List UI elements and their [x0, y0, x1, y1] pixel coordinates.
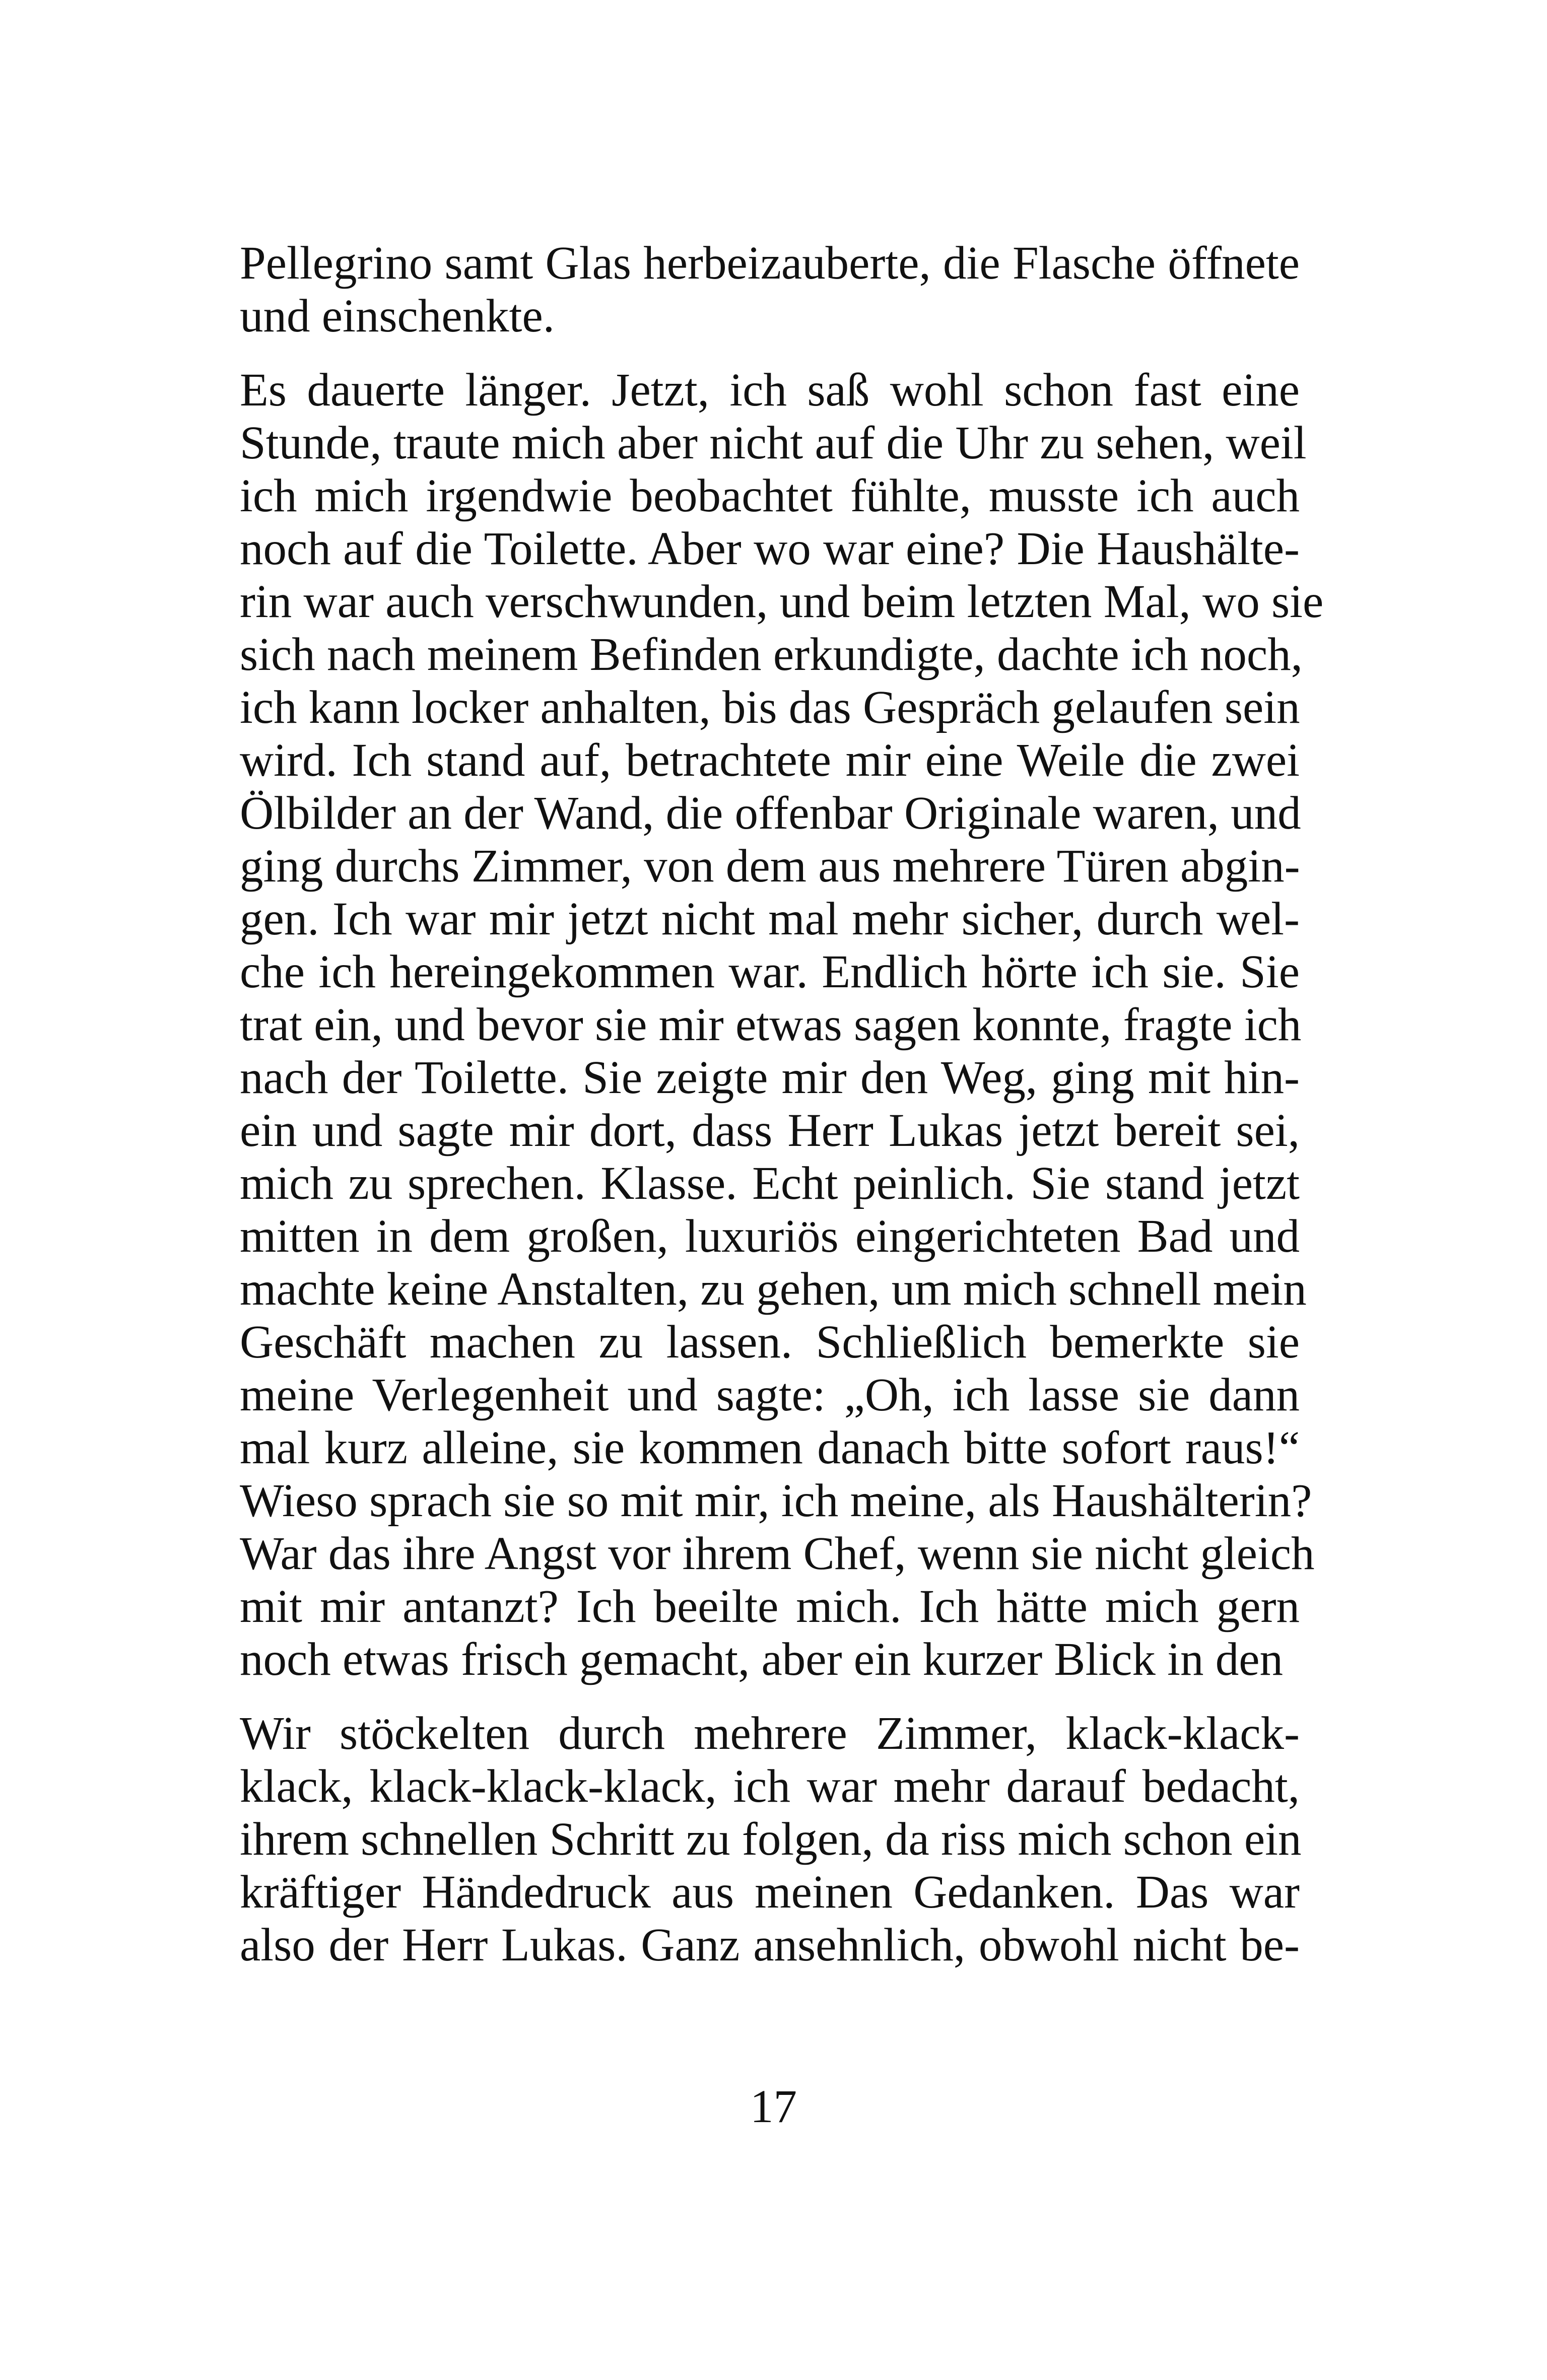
- text-line: ein und sagte mir dort, dass Herr Lukas jetzt bereit sei,: [240, 1105, 1300, 1157]
- text-line: ging durchs Zimmer, von dem aus mehrere Türen abgin-: [240, 840, 1300, 892]
- text-line: Stunde, traute mich aber nicht auf die Uhr zu sehen, weil: [240, 417, 1307, 469]
- paragraph-2: [240, 364, 1324, 1686]
- paragraph-3: [240, 1707, 1300, 1971]
- body-text: [240, 237, 1324, 1971]
- text-line: Ölbilder an der Wand, die offenbar Originale waren, und: [240, 787, 1301, 839]
- text-line: mit mir antanzt? Ich beeilte mich. Ich hätte mich gern: [240, 1581, 1300, 1633]
- text-line: machte keine Anstalten, zu gehen, um mich schnell mein: [240, 1263, 1307, 1315]
- text-line: klack, klack-klack-klack, ich war mehr darauf bedacht,: [240, 1760, 1300, 1812]
- text-line: mal kurz alleine, sie kommen danach bitte sofort raus!“: [240, 1422, 1300, 1474]
- text-line: Es dauerte länger. Jetzt, ich saß wohl schon fast eine: [240, 364, 1300, 416]
- text-line: noch auf die Toilette. Aber wo war eine? Die Haushälte-: [240, 523, 1300, 575]
- text-line: trat ein, und bevor sie mir etwas sagen konnte, fragte ich: [240, 999, 1302, 1051]
- text-line: War das ihre Angst vor ihrem Chef, wenn sie nicht gleich: [240, 1528, 1315, 1580]
- text-line: gen. Ich war mir jetzt nicht mal mehr sicher, durch wel-: [240, 893, 1300, 945]
- text-line: sich nach meinem Befinden erkundigte, dachte ich noch,: [240, 629, 1303, 681]
- page-number: 17: [750, 2081, 797, 2133]
- text-line: Pellegrino samt Glas herbeizauberte, die Flasche öffnete: [240, 237, 1300, 289]
- text-line: ich kann locker anhalten, bis das Gespräch gelaufen sein: [240, 682, 1300, 733]
- text-line: Geschäft machen zu lassen. Schließlich bemerkte sie: [240, 1316, 1300, 1368]
- text-line: mitten in dem großen, luxuriös eingerichteten Bad und: [240, 1210, 1300, 1262]
- text-line: also der Herr Lukas. Ganz ansehnlich, obwohl nicht be-: [240, 1919, 1300, 1971]
- text-line: meine Verlegenheit und sagte: „Oh, ich lasse sie dann: [240, 1369, 1300, 1421]
- text-line: kräftiger Händedruck aus meinen Gedanken. Das war: [240, 1866, 1300, 1918]
- text-line: ich mich irgendwie beobachtet fühlte, musste ich auch: [240, 470, 1300, 522]
- text-line: noch etwas frisch gemacht, aber ein kurzer Blick in den: [240, 1634, 1284, 1685]
- text-line: rin war auch verschwunden, und beim letzten Mal, wo sie: [240, 576, 1324, 628]
- text-line: und einschenkte.: [240, 290, 555, 342]
- text-line: nach der Toilette. Sie zeigte mir den Weg, ging mit hin-: [240, 1052, 1300, 1104]
- text-line: wird. Ich stand auf, betrachtete mir eine Weile die zwei: [240, 734, 1300, 786]
- text-line: che ich hereingekommen war. Endlich hörte ich sie. Sie: [240, 946, 1300, 998]
- text-line: ihrem schnellen Schritt zu folgen, da riss mich schon ein: [240, 1813, 1302, 1865]
- text-line: Wir stöckelten durch mehrere Zimmer, klack-klack-: [240, 1708, 1300, 1759]
- paragraph-1: [240, 237, 1300, 343]
- text-line: Wieso sprach sie so mit mir, ich meine, als Haushälterin?: [240, 1475, 1312, 1527]
- text-line: mich zu sprechen. Klasse. Echt peinlich. Sie stand jetzt: [240, 1158, 1300, 1209]
